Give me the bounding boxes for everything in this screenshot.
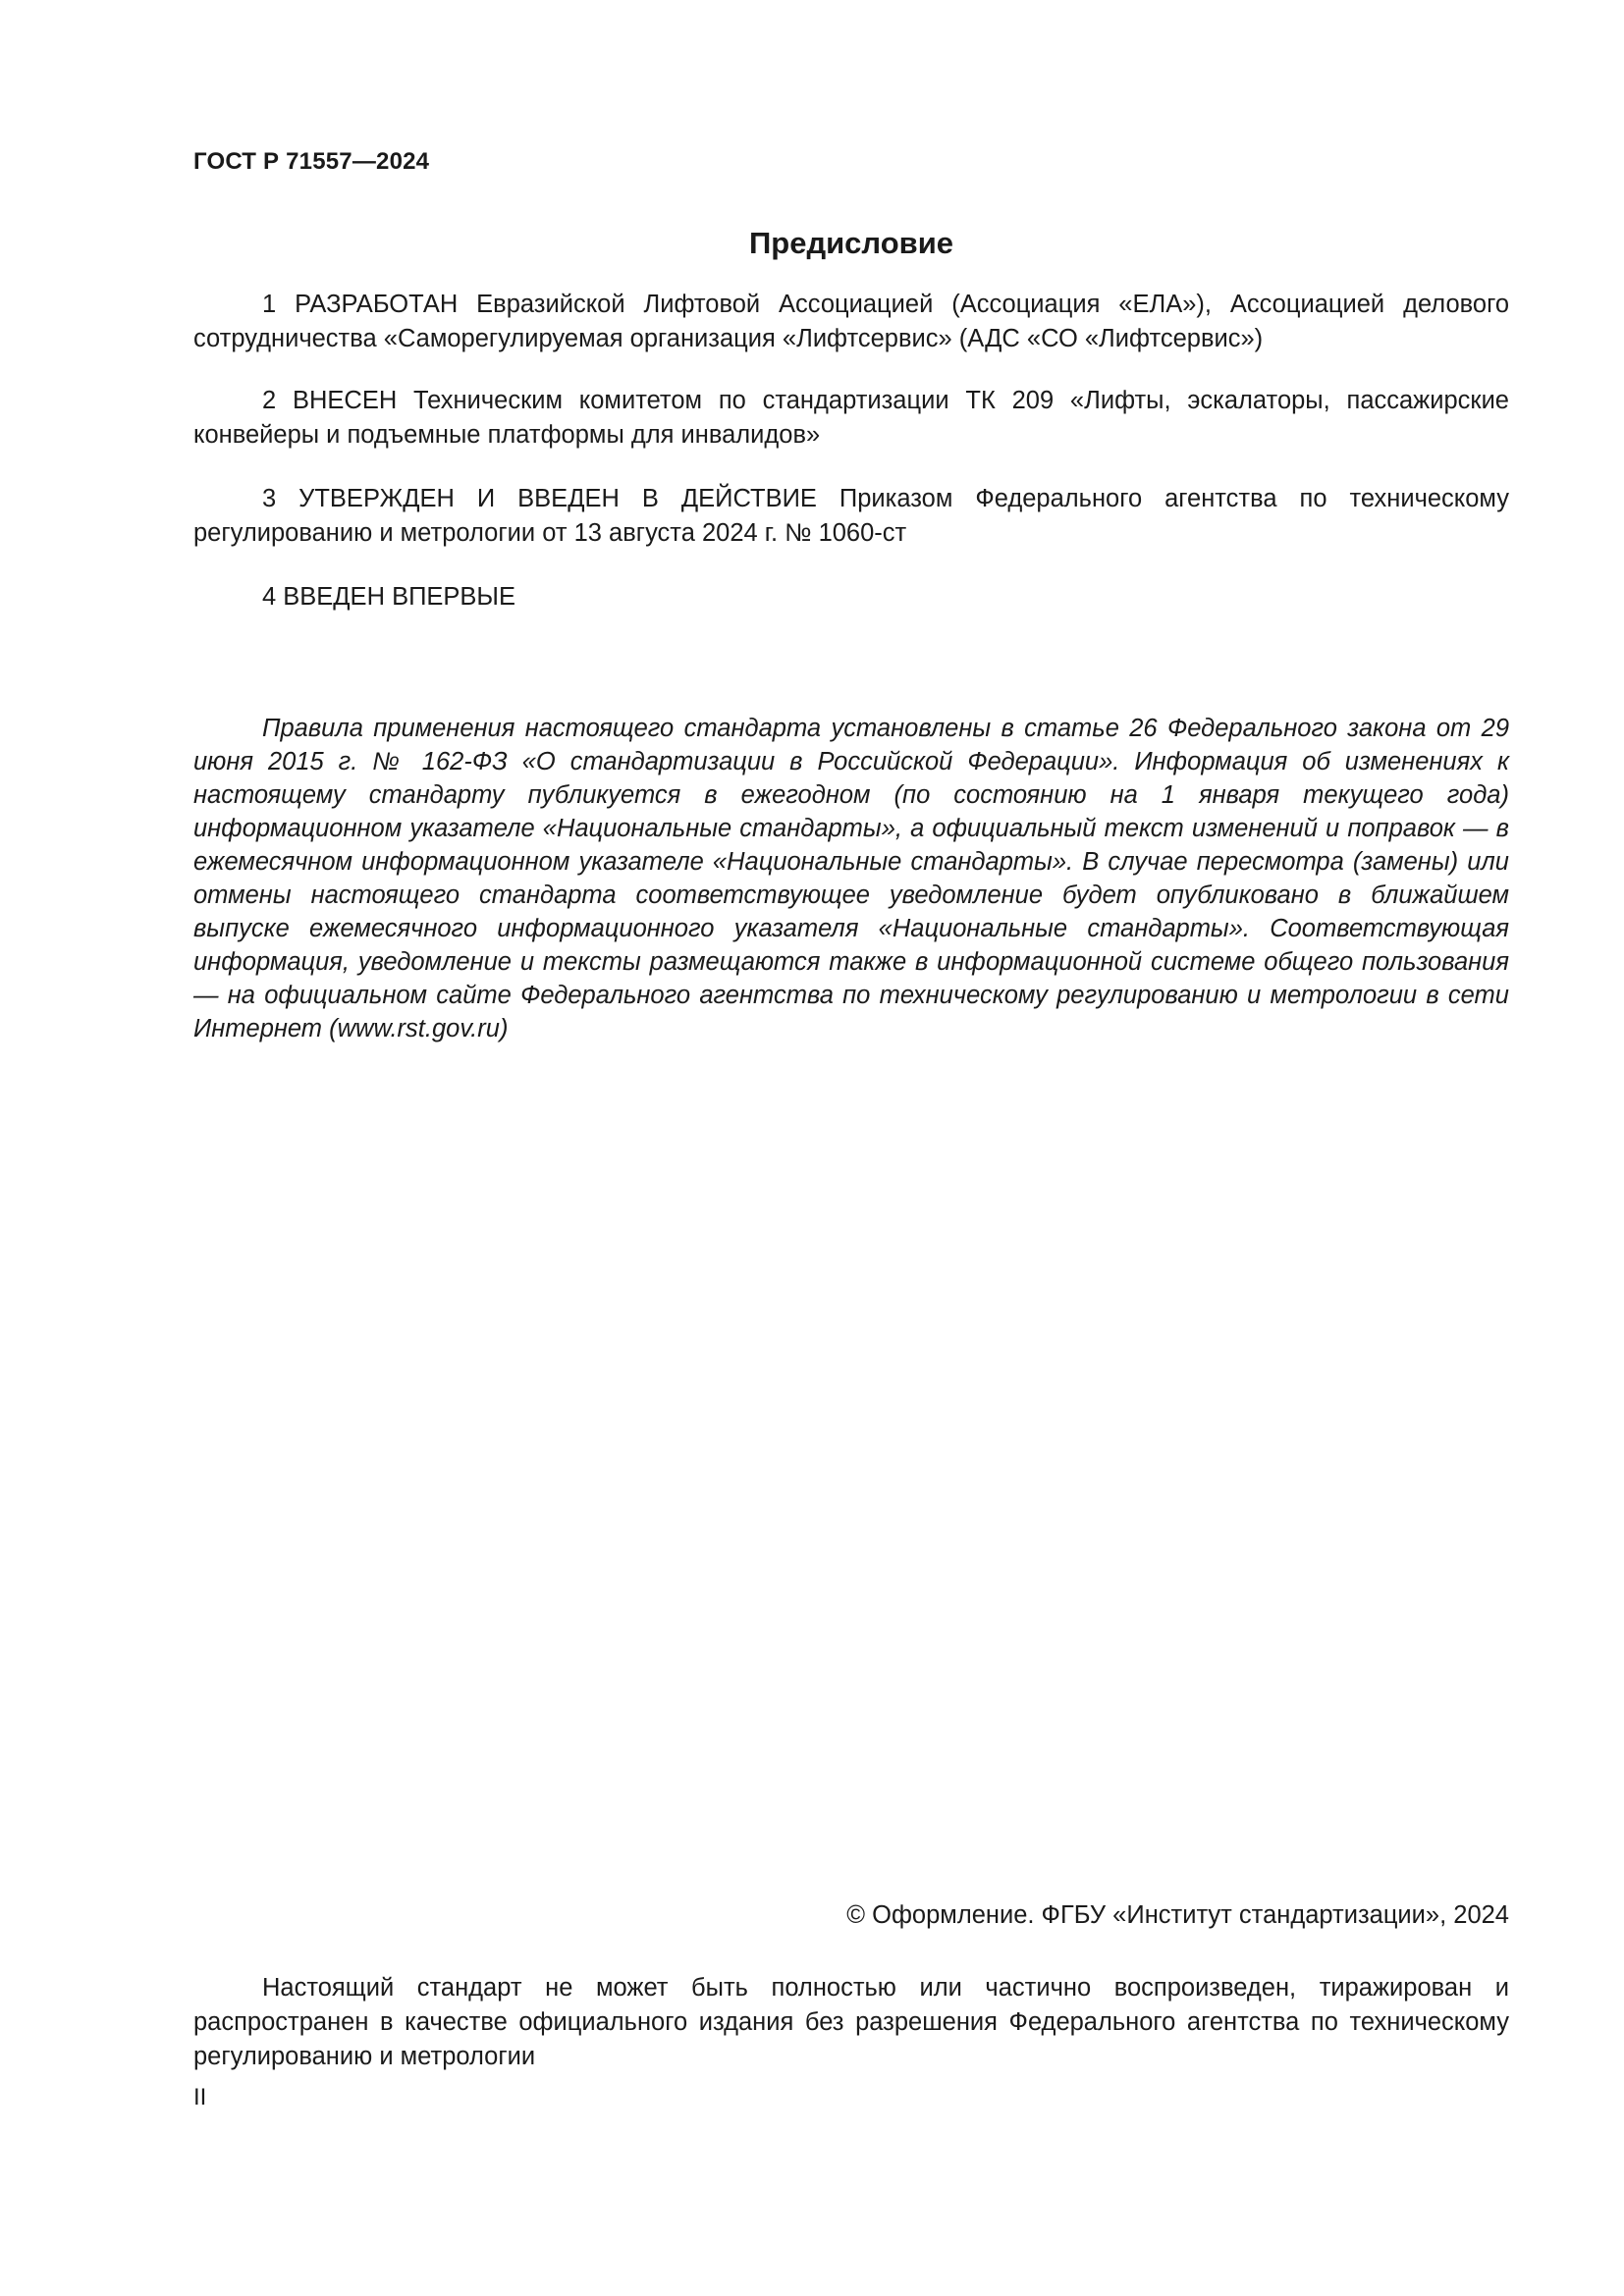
copyright-line: © Оформление. ФГБУ «Институт стандартизации», 2024 — [846, 1901, 1509, 1929]
foreword-item-4: 4 ВВЕДЕН ВПЕРВЫЕ — [262, 583, 516, 611]
foreword-item-1: 1 РАЗРАБОТАН Евразийской Лифтовой Ассоциацией (Ассоциация «ЕЛА»), Ассоциацией делового сотрудничества «Саморегулируемая организация «Лифтсервис» (АДС «СО «Лифтсервис») — [193, 291, 1509, 352]
foreword-item-3: 3 УТВЕРЖДЕН И ВВЕДЕН В ДЕЙСТВИЕ Приказом Федерального агентства по техническому регулированию и метрологии от 13 августа 2024 г. № 1060-ст — [193, 485, 1509, 547]
foreword-item-2: 2 ВНЕСЕН Техническим комитетом по стандартизации ТК 209 «Лифты, эскалаторы, пассажирские конвейеры и подъемные платформы для инвалидов» — [193, 387, 1509, 449]
page-title: Предисловие — [748, 226, 953, 260]
application-rules-paragraph: Правила применения настоящего стандарта установлены в статье 26 Федерального закона от 29 июня 2015 г. № 162-ФЗ «О стандартизации в Российской Федерации». Информация об изменениях к настоящему стандарту публикуется в ежегодном (по состоянию на 1 января текущего года) информационном указателе «Национальные стандарты», а официальный текст изменений и поправок — в ежемесячном информационном указателе «Национальные стандарты». В случае пересмотра (замены) или отмены настоящего стандарта соответствующее уведомление будет опубликовано в ближайшем выпуске ежемесячного информационного указателя «Национальные стандарты». Соответствующая информация, уведомление и тексты размещаются также в информационной системе общего пользования — на официальном сайте Федерального агентства по техническому регулированию и метрологии в сети Интернет (www.rst.gov.ru) — [193, 715, 1509, 1042]
reproduction-notice: Настоящий стандарт не может быть полностью или частично воспроизведен, тиражирован и распространен в качестве официального издания без разрешения Федерального агентства по техническому регулированию и метрологии — [193, 1974, 1509, 2070]
standard-code: ГОСТ Р 71557—2024 — [193, 148, 430, 175]
page-number: II — [193, 2084, 207, 2110]
